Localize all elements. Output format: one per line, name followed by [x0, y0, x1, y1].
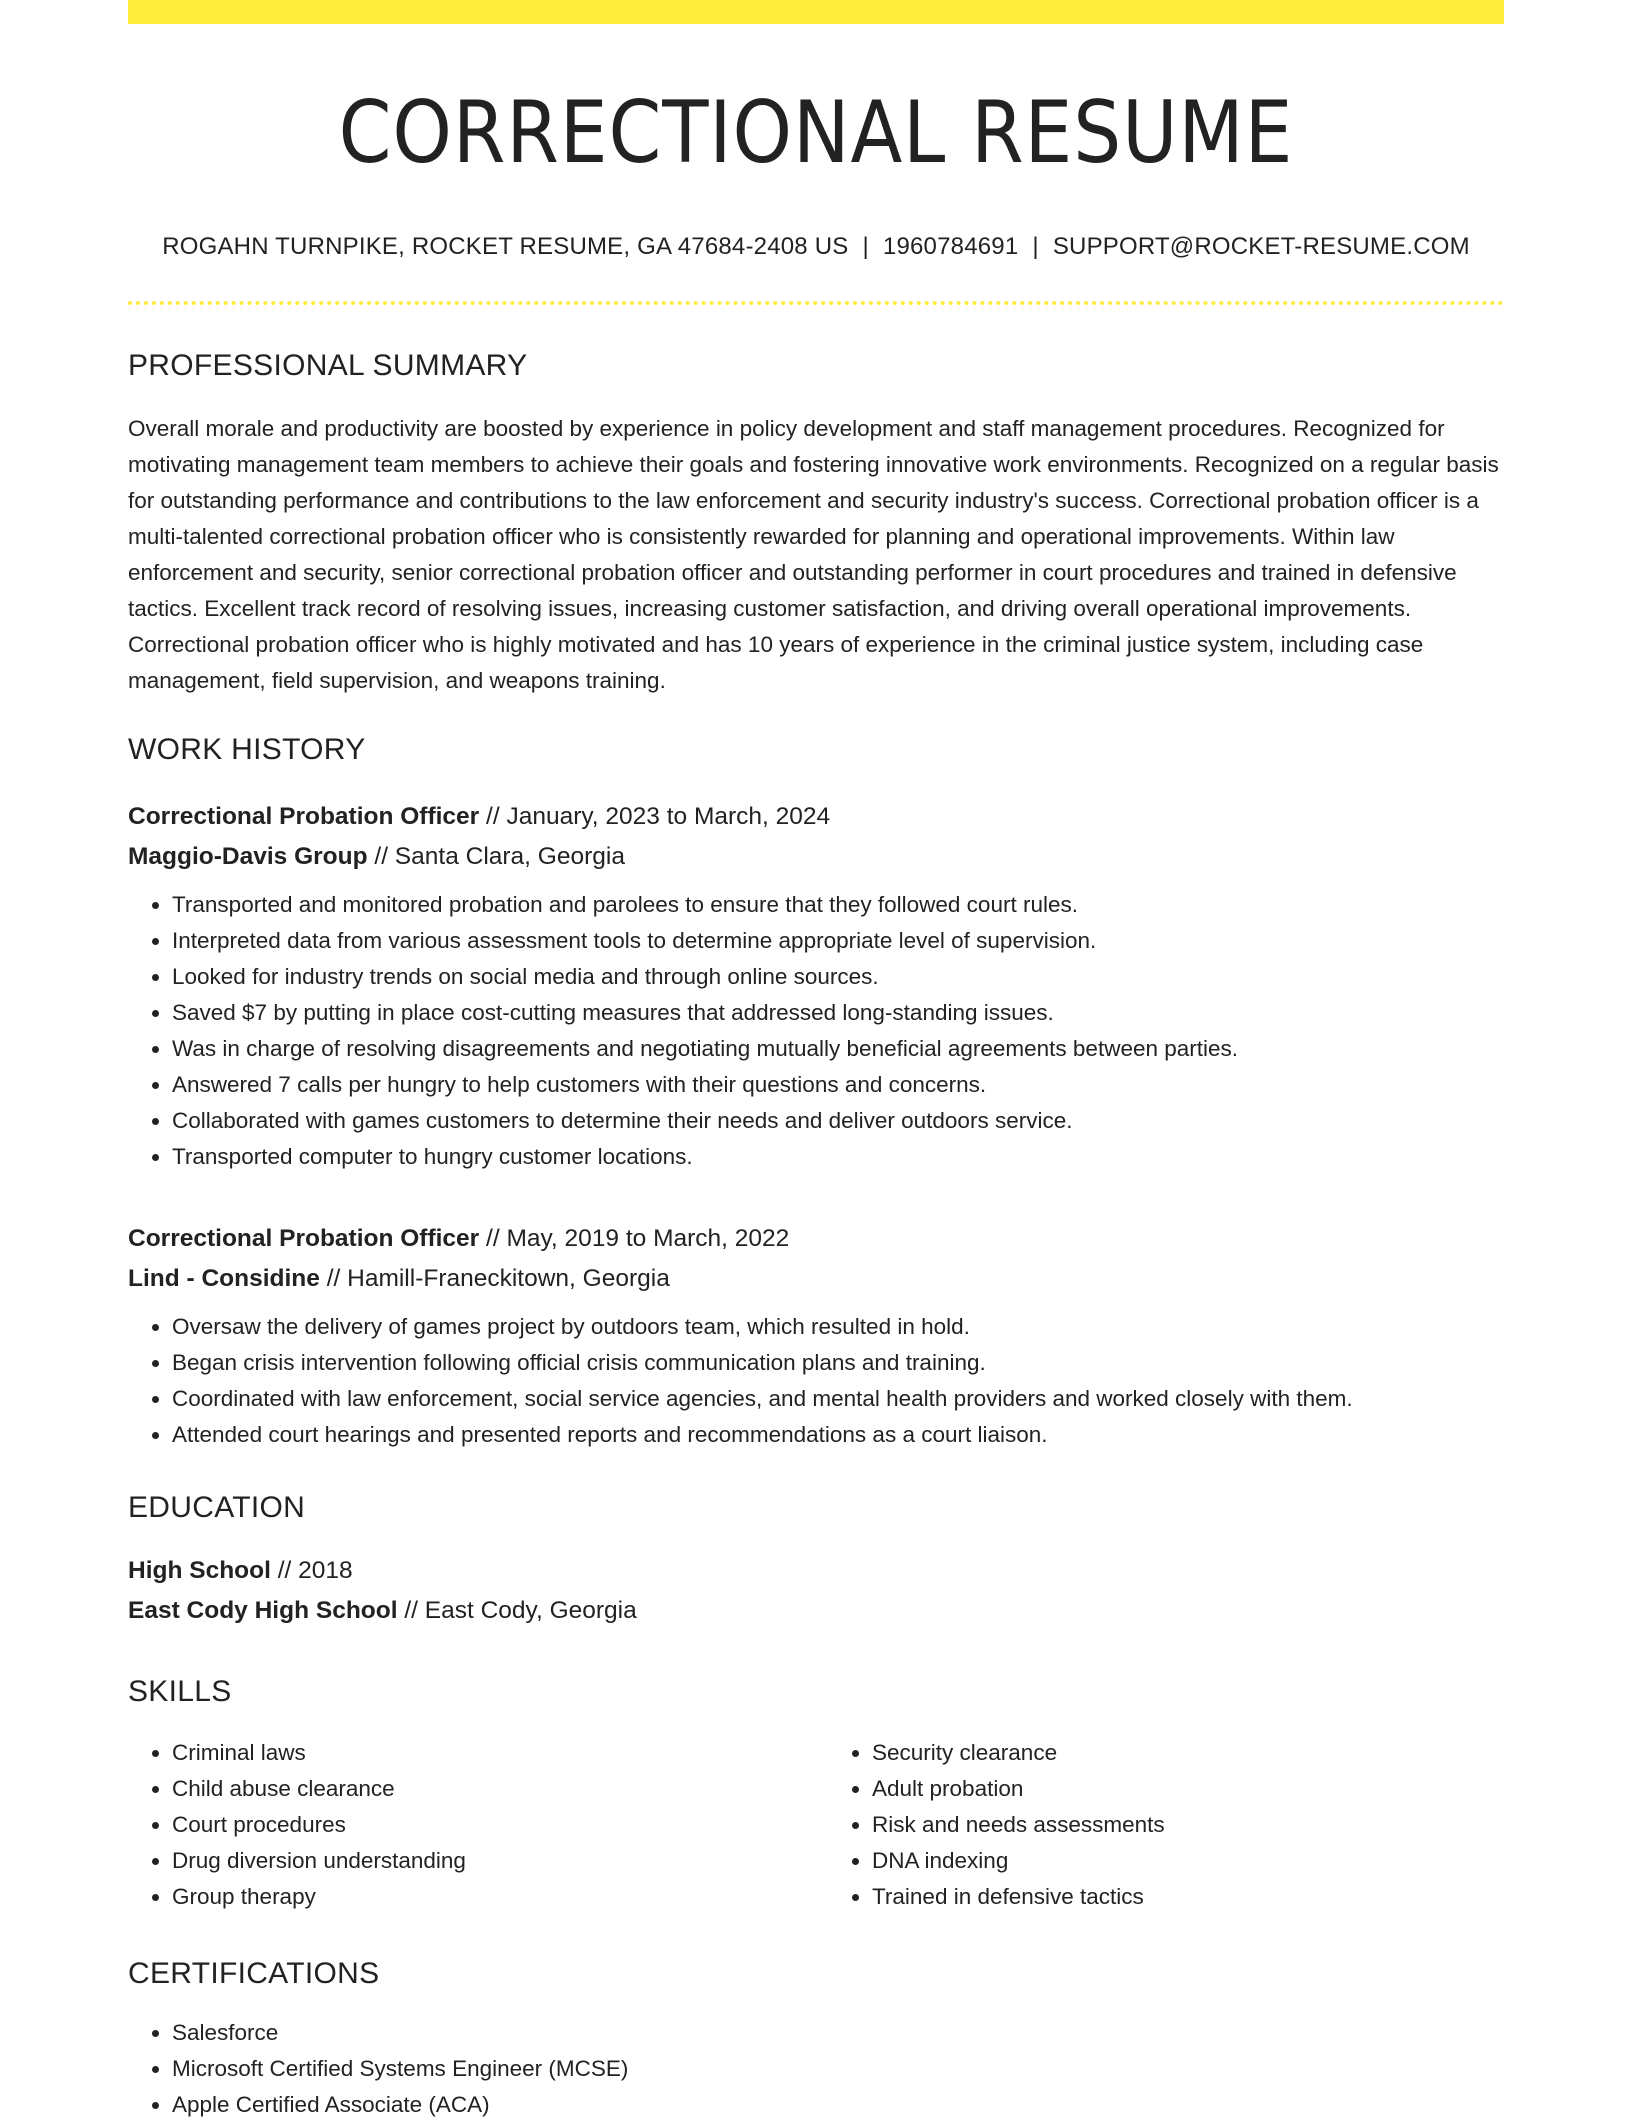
summary-text: Overall morale and productivity are boosted by experience in policy development and staff management procedures. Recognized for motivating management team members to achieve their goals and fostering innovative work environments. Recognized on a regular basis for outstanding performance and contributions to the law enforcement and security industry's success. Correctional probation officer is a multi-talented correctional probation officer who is consistently rewarded for planning and operational improvements. Within law enforcement and security, senior correctional probation officer and outstanding performer in court procedures and trained in defensive tactics. Excellent track record of resolving issues, increasing customer satisfaction, and driving overall operational improvements. Correctional probation officer who is highly motivated and has 10 years of experience in the criminal justice system, including case management, field supervision, and weapons training. — [128, 415, 1499, 693]
job-company-line — [128, 837, 1504, 877]
contact-line — [128, 233, 1504, 261]
work-history-heading: WORK HISTORY — [128, 732, 366, 766]
job-bullet: • Looked for industry trends on social media and through online sources. — [172, 959, 1504, 995]
skill-item: • Drug diversion understanding — [172, 1843, 816, 1879]
education-school-line — [128, 1591, 1504, 1631]
contact-phone: 1960784691 — [882, 232, 1019, 260]
job-bullet: • Transported and monitored probation and parolees to ensure that they followed court rules. — [172, 887, 1504, 923]
job-location: // Santa Clara, Georgia — [367, 842, 625, 870]
job-bullet: • Began crisis intervention following official crisis communication plans and training. — [172, 1345, 1504, 1381]
skill-item: • Court procedures — [172, 1807, 816, 1843]
job-dates: // January, 2023 to March, 2024 — [479, 802, 831, 830]
skill-item: • Trained in defensive tactics — [872, 1879, 1504, 1915]
job-title-line — [128, 1219, 1504, 1259]
skill-item: • Group therapy — [172, 1879, 816, 1915]
job-company: Maggio-Davis Group — [128, 842, 368, 870]
summary-heading: PROFESSIONAL SUMMARY — [128, 348, 528, 382]
job-bullet: • Interpreted data from various assessment tools to determine appropriate level of supervision. — [172, 923, 1504, 959]
job-title: Correctional Probation Officer — [128, 1224, 480, 1252]
job-bullet: • Was in charge of resolving disagreements and negotiating mutually beneficial agreements between parties. — [172, 1031, 1504, 1067]
skill-item: • Security clearance — [872, 1735, 1504, 1771]
skills-list-left — [128, 1735, 816, 1915]
job-title: Correctional Probation Officer — [128, 802, 480, 830]
resume-title: CORRECTIONAL RESUME — [338, 83, 1294, 183]
education-degree-line — [128, 1551, 1504, 1591]
education-degree: High School — [128, 1556, 271, 1584]
job-bullets — [128, 887, 1504, 1175]
skill-item: • Criminal laws — [172, 1735, 816, 1771]
education-heading: EDUCATION — [128, 1490, 306, 1524]
education-entry — [128, 1551, 1504, 1631]
job-bullet: • Saved $7 by putting in place cost-cutting measures that addressed long-standing issues. — [172, 995, 1504, 1031]
certifications-list — [128, 2015, 1504, 2123]
contact-address: ROGAHN TURNPIKE, ROCKET RESUME, GA 47684-2408 US — [162, 232, 849, 260]
top-accent-bar — [128, 0, 1504, 24]
certification-item: • Apple Certified Associate (ACA) — [172, 2087, 1504, 2123]
education-year: // 2018 — [270, 1556, 353, 1584]
job-location: // Hamill-Franeckitown, Georgia — [319, 1264, 670, 1292]
certification-item: • Microsoft Certified Systems Engineer (MCSE) — [172, 2051, 1504, 2087]
job-bullet: • Coordinated with law enforcement, social service agencies, and mental health providers and worked closely with them. — [172, 1381, 1504, 1417]
skill-item: • Risk and needs assessments — [872, 1807, 1504, 1843]
job-company: Lind - Considine — [128, 1264, 320, 1292]
job-bullets — [128, 1309, 1504, 1453]
certifications-heading: CERTIFICATIONS — [128, 1956, 380, 1990]
job-bullet: • Transported computer to hungry customer locations. — [172, 1139, 1504, 1175]
job-entry — [128, 797, 1504, 1175]
job-bullet: • Answered 7 calls per hungry to help customers with their questions and concerns. — [172, 1067, 1504, 1103]
job-dates: // May, 2019 to March, 2022 — [479, 1224, 790, 1252]
education-school: East Cody High School — [128, 1596, 398, 1624]
skill-item: • DNA indexing — [872, 1843, 1504, 1879]
job-bullet: • Attended court hearings and presented reports and recommendations as a court liaison. — [172, 1417, 1504, 1453]
job-title-line — [128, 797, 1504, 837]
job-bullet: • Oversaw the delivery of games project by outdoors team, which resulted in hold. — [172, 1309, 1504, 1345]
education-location: // East Cody, Georgia — [397, 1596, 637, 1624]
certification-item: • Salesforce — [172, 2015, 1504, 2051]
resume-page — [128, 0, 1504, 2123]
skills-heading: SKILLS — [128, 1674, 232, 1708]
skills-columns — [128, 1735, 1504, 1915]
skill-item: • Adult probation — [872, 1771, 1504, 1807]
header-divider — [128, 301, 1504, 305]
job-entry — [128, 1219, 1504, 1453]
contact-email: SUPPORT@ROCKET-RESUME.COM — [1052, 232, 1470, 260]
skill-item: • Child abuse clearance — [172, 1771, 816, 1807]
job-bullet: • Collaborated with games customers to determine their needs and deliver outdoors service. — [172, 1103, 1504, 1139]
job-company-line — [128, 1259, 1504, 1299]
contact-separator: | — [862, 232, 869, 260]
contact-separator: | — [1032, 232, 1039, 260]
skills-list-right — [816, 1735, 1504, 1915]
